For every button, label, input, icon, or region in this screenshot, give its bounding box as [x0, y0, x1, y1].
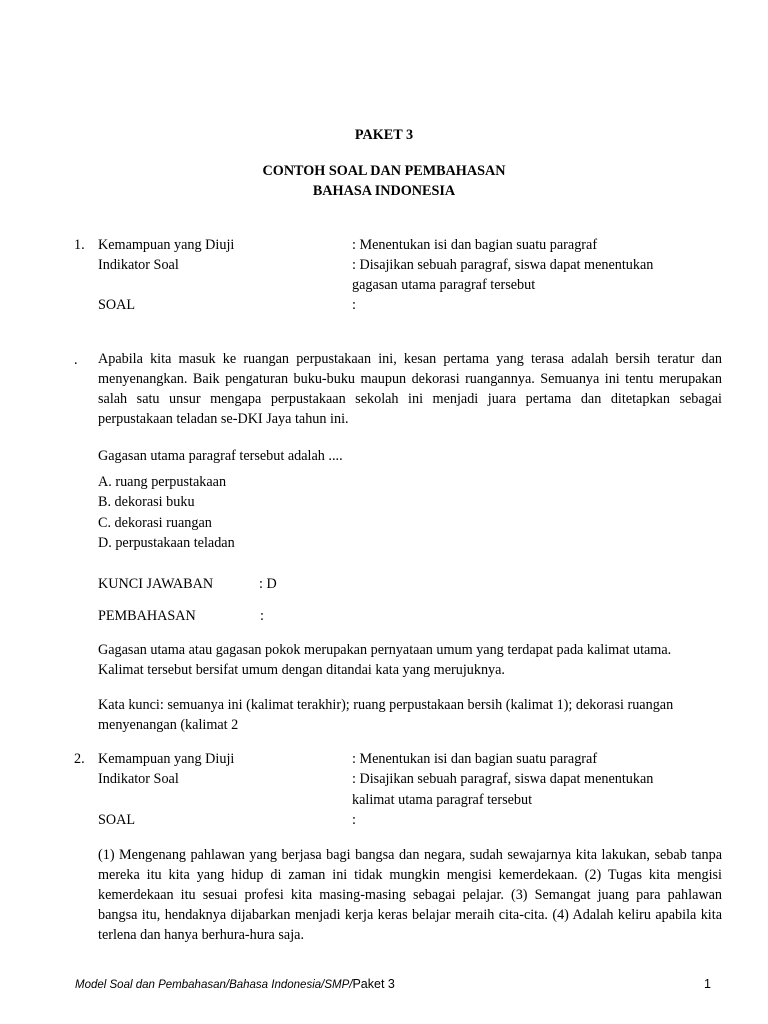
q1-kemampuan-label: Kemampuan yang Diuji — [98, 237, 235, 253]
q1-option-d: D. perpustakaan teladan — [98, 535, 235, 551]
paket-title: PAKET 3 — [354, 127, 414, 143]
q2-indikator-value-line1: : Disajikan sebuah paragraf, siswa dapat menentukan — [352, 771, 654, 787]
q1-indikator-value-line2: gagasan utama paragraf tersebut — [352, 277, 536, 293]
q2-soal-colon: : — [352, 812, 356, 828]
q1-pembahasan-colon: : — [260, 608, 264, 624]
q1-kemampuan-value: : Menentukan isi dan bagian suatu paragraf — [352, 237, 598, 253]
q1-pembahasan-text: Gagasan utama atau gagasan pokok merupakan pernyataan umum yang terdapat pada kalimat utama. Kalimat tersebut bersifat umum dengan ditandai kata yang merujuknya. — [98, 642, 672, 678]
document-title-line2: BAHASA INDONESIA — [312, 183, 456, 199]
q1-option-a: A. ruang perpustakaan — [98, 474, 227, 490]
q2-kemampuan-label: Kemampuan yang Diuji — [98, 751, 235, 767]
q1-number: 1. — [74, 237, 85, 253]
q2-soal-label: SOAL — [98, 812, 136, 828]
q1-indikator-value-line1: : Disajikan sebuah paragraf, siswa dapat menentukan — [352, 257, 654, 273]
q2-number: 2. — [74, 751, 85, 767]
q1-passage: Apabila kita masuk ke ruangan perpustakaan ini, kesan pertama yang terasa adalah bersih teratur dan menyenangkan. Baik pengaturan buku-buku maupun dekorasi ruangannya. Semuanya ini tentu merupakan salah satu unsur mengapa perpustakaan sekolah ini menjadi juara pertama dan ditetapkan sebagai perpustakaan teladan se-DKI Jaya tahun ini. — [98, 351, 722, 427]
page-number: 1 — [704, 977, 711, 991]
q2-kemampuan-value: : Menentukan isi dan bagian suatu paragraf — [352, 751, 598, 767]
q1-kata-kunci: Kata kunci: semuanya ini (kalimat terakhir); ruang perpustakaan bersih (kalimat 1); dekorasi ruangan menyenangan (kalimat 2 — [98, 697, 674, 733]
footer-paket: Paket 3 — [352, 977, 395, 991]
q1-soal-colon: : — [352, 297, 356, 313]
q2-indikator-label: Indikator Soal — [98, 771, 179, 787]
q2-passage: (1) Mengenang pahlawan yang berjasa bagi bangsa dan negara, sudah sewajarnya kita lakukan, sebab tanpa mereka itu kita yang hidup di zaman ini tidak mungkin mengisi kemerdekaan. (2) Tugas kita mengisi kemerdekaan itu sesuai profesi kita masing-masing sebagai pelajar. (3) Semangat juang para pahlawan bangsa itu, hendaknya dijabarkan menjadi kerja keras belajar meraih cita-cita. (4) Adalah keliru apabila kita terlena dan hanya berhura-hura saja. — [98, 847, 722, 943]
q1-option-b: B. dekorasi buku — [98, 494, 195, 510]
page-footer — [75, 974, 395, 995]
q1-question: Gagasan utama paragraf tersebut adalah .... — [98, 448, 343, 464]
footer-text: Model Soal dan Pembahasan/Bahasa Indonesia/SMP/ — [75, 979, 353, 991]
q1-soal-label: SOAL — [98, 297, 136, 313]
q1-bullet: . — [74, 352, 78, 368]
q1-pembahasan-label: PEMBAHASAN — [98, 608, 196, 624]
q2-indikator-value-line2: kalimat utama paragraf tersebut — [352, 792, 533, 808]
document-title-line1: CONTOH SOAL DAN PEMBAHASAN — [262, 163, 506, 179]
q1-kunci-label: KUNCI JAWABAN — [98, 576, 214, 592]
q1-indikator-label: Indikator Soal — [98, 257, 179, 273]
q1-option-c: C. dekorasi ruangan — [98, 515, 212, 531]
q1-kunci-value: : D — [259, 576, 277, 592]
